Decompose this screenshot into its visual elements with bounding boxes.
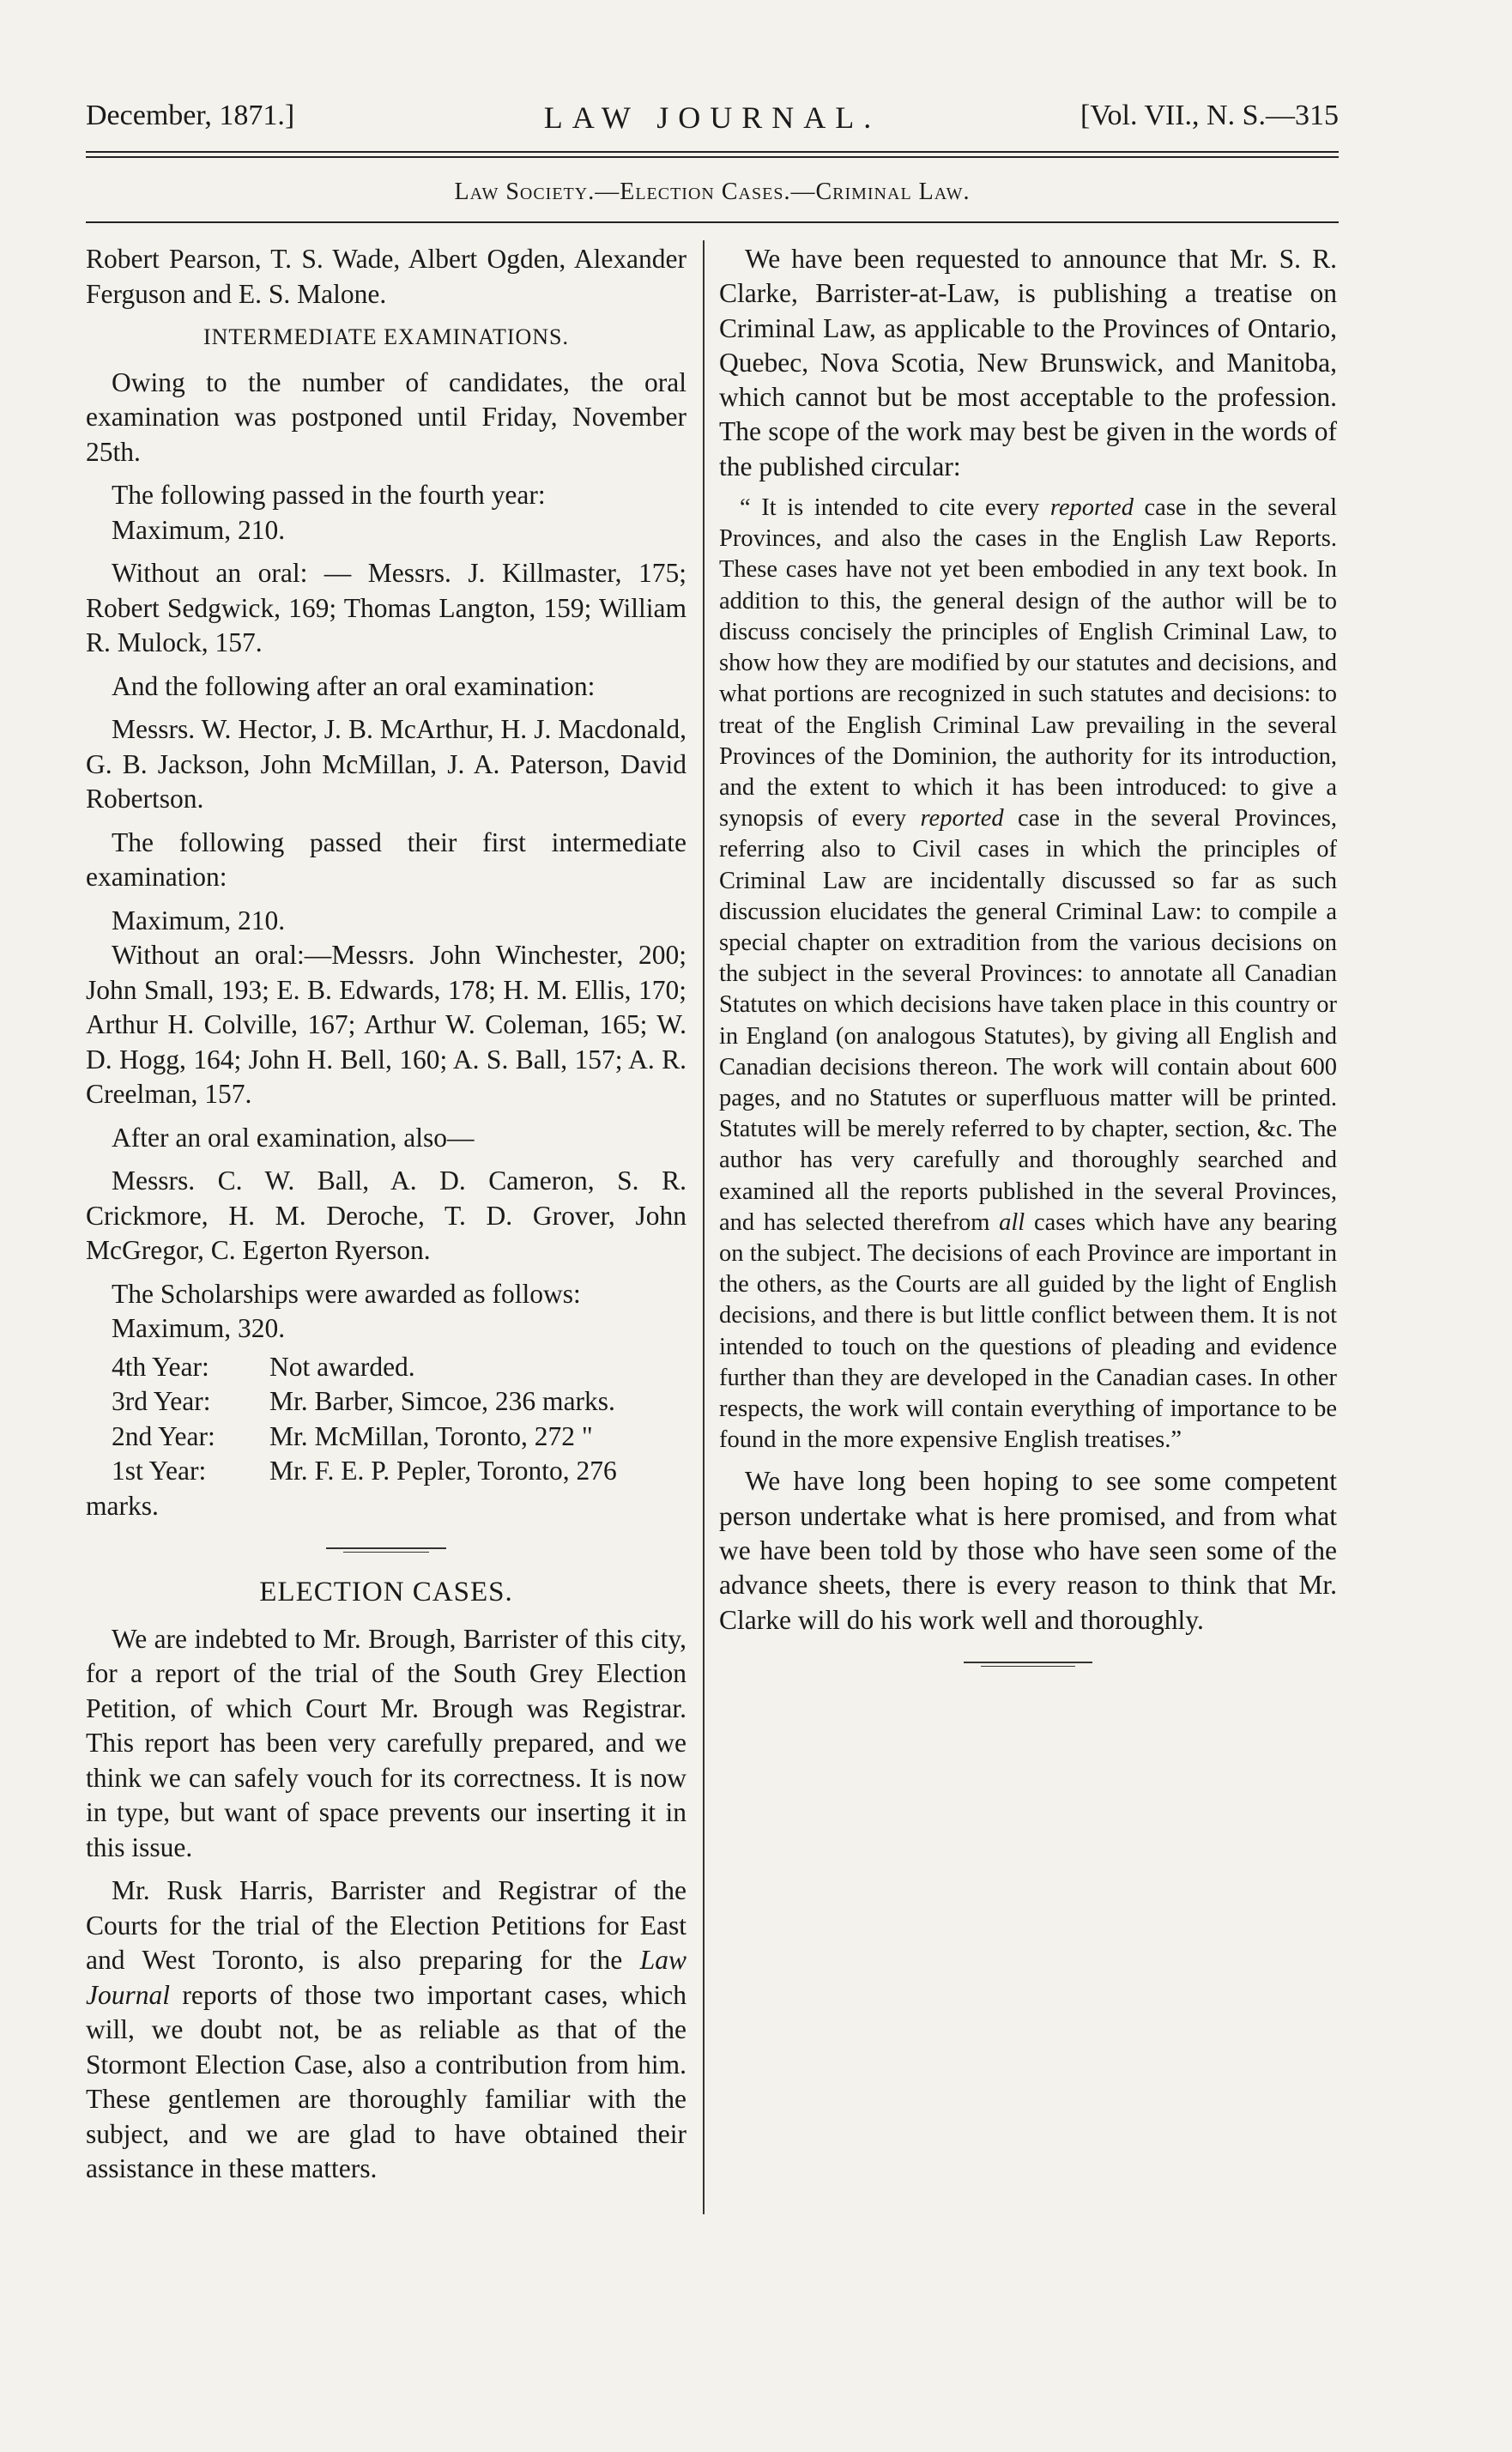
paragraph-fourth-year: The following passed in the fourth year: (112, 480, 546, 510)
law-journal-italic: Law Journal (86, 1945, 686, 2010)
scholarship-list (86, 1350, 686, 1489)
journal-title: LAW JOURNAL. (543, 100, 881, 135)
paragraph-messrs: Messrs. C. W. Ball, A. D. Cameron, S. R. Crickmore, H. M. Deroche, T. D. Grover, John McGregor, C. Egerton Ryerson. (86, 1165, 686, 1265)
running-header (86, 100, 1339, 142)
election-cases-heading: ELECTION CASES. (259, 1577, 513, 1607)
paragraph-announcement: We have been requested to announce that Mr. S. R. Clarke, Barrister-at-Law, is publishing a treatise on Criminal Law, as applicable to the Provinces of Ontario, Quebec, Nova Scotia, New Brunswick, and Manitoba, which cannot but be most acceptable to the profession. The scope of the work may best be given in the words of the published circular: (719, 244, 1337, 481)
scholarship-award: Mr. F. E. P. Pepler, Toronto, 276 (269, 1456, 617, 1486)
end-ornament (964, 1662, 1092, 1668)
header-rule-top (86, 151, 1339, 153)
maximum-line: Maximum, 210. (112, 514, 286, 545)
scholarship-year: 2nd Year: (112, 1420, 215, 1451)
maximum-line: Maximum, 210. (112, 905, 286, 935)
column-divider (703, 240, 705, 2214)
scholarship-year: 1st Year: (112, 1456, 207, 1486)
scholarship-year: 3rd Year: (112, 1386, 211, 1416)
paragraph-without-oral: Without an oral: — Messrs. J. Killmaster, 175; Robert Sedgwick, 169; Thomas Langton, 159; William R. Mulock, 157. (86, 558, 686, 657)
paragraph-brough: We are indebted to Mr. Brough, Barrister of this city, for a report of the trial of the South Grey Election Petition, of which Court Mr. Brough was Registrar. This report has been very carefully prepared, and we think we can safely vouch for its correctness. It is now in type, but want of space prevents our inserting it in this issue. (86, 1623, 686, 1862)
scholarship-award: Mr. McMillan, Toronto, 272 " (269, 1420, 593, 1451)
paragraph-scholarships: The Scholarships were awarded as follows: (112, 1278, 581, 1309)
left-column (86, 242, 686, 2195)
paragraph-hoping: We have long been hoping to see some competent person undertake what is here promised, and from what we have been told by those who have seen some of the advance sheets, there is every reason to think that Mr. Clarke will do his work well and thoroughly. (719, 1466, 1337, 1635)
paragraph-harris: Mr. Rusk Harris, Barrister and Registrar of the Courts for the trial of the Election Petitions for East and West Toronto, is also preparing for the Law Journal reports of those two important cases, which will, we doubt not, be as reliable as that of the Stormont Election Case, also a contribution from him. These gentlemen are thoroughly familiar with the subject, and we are glad to have obtained their assistance in these matters. (86, 1875, 686, 2183)
subheader-rule (86, 221, 1339, 223)
paragraph-first-intermediate: The following passed their first intermediate examination: (86, 826, 686, 892)
section-ornament (326, 1547, 446, 1554)
header-volume: [Vol. VII., N. S.—315 (1080, 100, 1339, 131)
right-column (719, 242, 1337, 1689)
paragraph-after-oral: After an oral examination, also— (112, 1122, 475, 1153)
paragraph-messrs: Messrs. W. Hector, J. B. McArthur, H. J. Macdonald, G. B. Jackson, John McMillan, J. A. Paterson, David Robertson. (86, 714, 686, 814)
intermediate-heading: INTERMEDIATE EXAMINATIONS. (203, 324, 570, 349)
header-date: December, 1871.] (86, 100, 295, 131)
paragraph-after-oral: And the following after an oral examination: (112, 670, 596, 701)
scholarship-award: Mr. Barber, Simcoe, 236 marks. (269, 1386, 615, 1416)
marks-line: marks. (86, 1490, 159, 1521)
paragraph-names: Robert Pearson, T. S. Wade, Albert Ogden, Alexander Ferguson and E. S. Malone. (86, 244, 686, 309)
paragraph-without-oral: Without an oral:—Messrs. John Winchester, 200; John Small, 193; E. B. Edwards, 178; H. M. Ellis, 170; Arthur H. Colville, 167; Arthur W. Coleman, 165; W. D. Hogg, 164; John H. Bell, 160; A. S. Ball, 157; A. R. Creelman, 157. (86, 940, 686, 1109)
maximum-line: Maximum, 320. (112, 1313, 286, 1343)
scholarship-year: 4th Year: (112, 1351, 209, 1382)
paragraph-owing: Owing to the number of candidates, the oral examination was postponed until Friday, November 25th. (86, 366, 686, 467)
header-rule-bottom (86, 156, 1339, 158)
scholarship-award: Not awarded. (269, 1351, 415, 1382)
section-subheader: Law Society.—Election Cases.—Criminal Law. (454, 179, 971, 205)
circular-quotation: “ It is intended to cite every reported case in the several Provinces, and also the cases in the English Law Reports. These cases have not yet been embodied in any text book. In addition to this, the general design of the author will be to discuss concisely the principles of English Criminal Law, to show how they are modified by our statutes and decisions, and what portions are recognized in such statutes and decisions: to treat of the English Criminal Law prevailing in the several Provinces of the Dominion, the authority for its introduction, and the extent to which it has been introduced: to give a synopsis of every reported case in the several Provinces, referring also to Civil cases in which the principles of Criminal Law are incidentally discussed so far as such discussion elucidates the general Criminal Law: to compile a special chapter on extradition from the various decisions on the subject in the several Provinces: to annotate all Canadian Statutes on which decisions have taken place in this country or in England (on analogous Statutes), by giving all English and Canadian decisions thereon. The work will contain about 600 pages, and no Statutes or superfluous matter will be printed. Statutes will be merely referred to by chapter, section, &c. The author has very carefully and thoroughly searched and examined all the reports published in the several Provinces, and has selected therefrom all cases which have any bearing on the subject. The decisions of each Province are important in the others, as the Courts are all guided by the light of English decisions, and there is but little conflict between them. It is not intended to touch on the questions of pleading and evidence further than they are developed in the Canadian cases. In other respects, the work will contain everything of importance to be found in the more expensive English treatises.” (719, 494, 1337, 1454)
